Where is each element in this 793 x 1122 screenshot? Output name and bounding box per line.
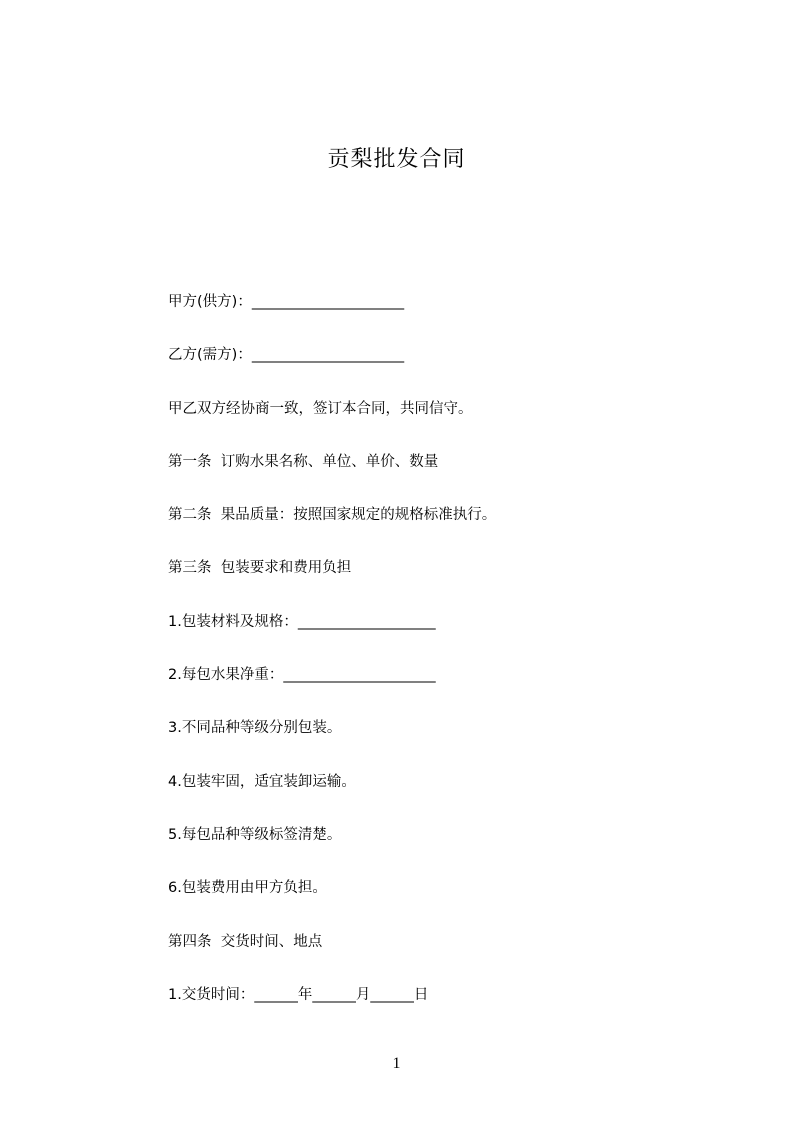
party-a-line: 甲方(供方)：_____________________ (168, 294, 405, 310)
article-3-item-3: 3.不同品种等级分别包装。 (168, 720, 342, 737)
article-4-item-1: 1.交货时间：______年______月______日 (168, 986, 429, 1003)
article-1-heading: 第一条 订购水果名称、单位、单价、数量 (168, 453, 439, 470)
document-body (168, 292, 648, 1038)
article-3-item-5: 5.每包品种等级标签清楚。 (168, 826, 342, 843)
article-4-heading: 第四条 交货时间、地点 (168, 933, 323, 950)
agreement-paragraph: 甲乙双方经协商一致，签订本合同，共同信守。 (168, 400, 473, 417)
article-2-paragraph: 第二条 果品质量：按照国家规定的规格标准执行。 (168, 507, 497, 524)
article-3-item-1: 1.包装材料及规格：___________________ (168, 613, 436, 630)
page-number: 1 (392, 1055, 401, 1072)
party-b-line: 乙方(需方)：_____________________ (168, 347, 405, 364)
article-3-heading: 第三条 包装要求和费用负担 (168, 560, 352, 577)
article-3-item-6: 6.包装费用由甲方负担。 (168, 880, 327, 897)
article-3-item-4: 4.包装牢固，适宜装卸运输。 (168, 773, 356, 790)
article-3-item-2: 2.每包水果净重：_____________________ (168, 667, 436, 684)
document-title: 贡梨批发合同 (327, 147, 466, 172)
